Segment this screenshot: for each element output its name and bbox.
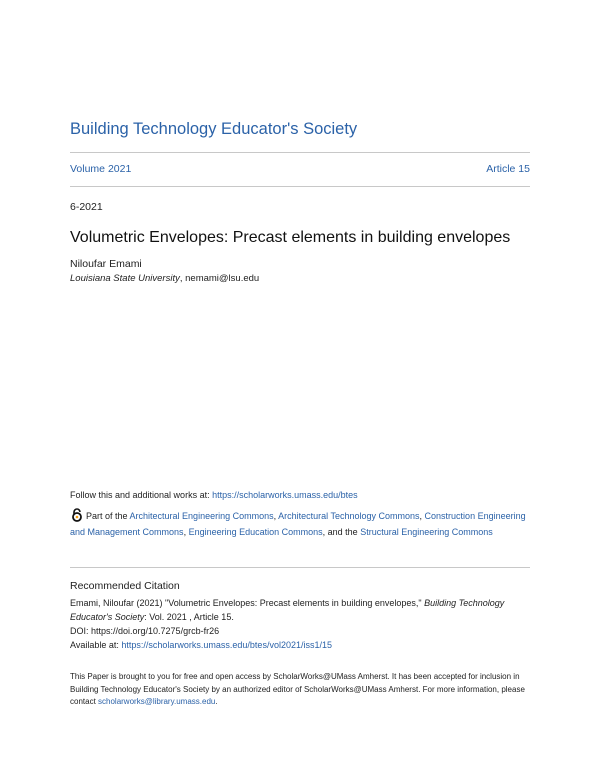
commons-separator: , xyxy=(419,511,425,521)
citation-doi: DOI: https://doi.org/10.7275/grcb-fr26 xyxy=(70,626,220,636)
access-notice xyxy=(70,671,530,709)
citation-block xyxy=(70,596,530,652)
follow-text: Follow this and additional works at: xyxy=(70,490,213,500)
author-affiliation xyxy=(70,273,259,284)
part-of-commons xyxy=(70,508,530,540)
citation-text: Emami, Niloufar (2021) "Volumetric Envelopes: Precast elements in building envelopes," xyxy=(70,598,425,608)
contact-email-link[interactable]: scholarworks@library.umass.edu xyxy=(98,697,216,706)
available-label: Available at: xyxy=(70,640,122,650)
divider-bottom xyxy=(70,186,530,187)
commons-separator: , xyxy=(273,511,279,521)
recommended-citation-heading: Recommended Citation xyxy=(70,580,180,592)
article-link[interactable]: Article 15 xyxy=(486,163,530,175)
volume-link[interactable]: Volume 2021 xyxy=(70,163,132,175)
follow-line xyxy=(70,490,358,500)
author-name: Niloufar Emami xyxy=(70,258,142,270)
commons-link-architectural-engineering[interactable]: Architectural Engineering Commons xyxy=(129,511,274,521)
commons-separator: , xyxy=(183,527,189,537)
open-access-icon xyxy=(70,508,84,522)
notice-text: This Paper is brought to you for free and open access by ScholarWorks@UMass Amherst. It has been accepted for inclusion in Building Technology Educator's Society by an authorized editor of ScholarWorks@UMass Amherst. For more information, please contact xyxy=(70,672,525,706)
publication-date: 6-2021 xyxy=(70,201,103,213)
follow-link[interactable]: https://scholarworks.umass.edu/btes xyxy=(212,490,358,500)
commons-link-construction-engineering[interactable]: Construction Engineering and Management Commons xyxy=(70,511,526,537)
commons-link-structural-engineering[interactable]: Structural Engineering Commons xyxy=(360,527,493,537)
author-email: , nemami@lsu.edu xyxy=(179,273,260,284)
part-of-prefix: Part of the xyxy=(86,511,130,521)
citation-volume: : Vol. 2021 , Article 15. xyxy=(144,612,234,622)
affiliation-name: Louisiana State University xyxy=(70,273,180,284)
commons-separator-and: , and the xyxy=(322,527,361,537)
divider-top xyxy=(70,152,530,153)
paper-title: Volumetric Envelopes: Precast elements in building envelopes xyxy=(70,229,511,246)
commons-link-architectural-technology[interactable]: Architectural Technology Commons xyxy=(278,511,420,521)
citation-journal: Building Technology Educator's Society xyxy=(70,598,505,622)
divider-citation xyxy=(70,567,530,568)
journal-title[interactable]: Building Technology Educator's Society xyxy=(70,120,358,138)
available-link[interactable]: https://scholarworks.umass.edu/btes/vol2021/iss1/15 xyxy=(121,640,332,650)
notice-end: . xyxy=(215,697,218,706)
commons-link-engineering-education[interactable]: Engineering Education Commons xyxy=(188,527,323,537)
